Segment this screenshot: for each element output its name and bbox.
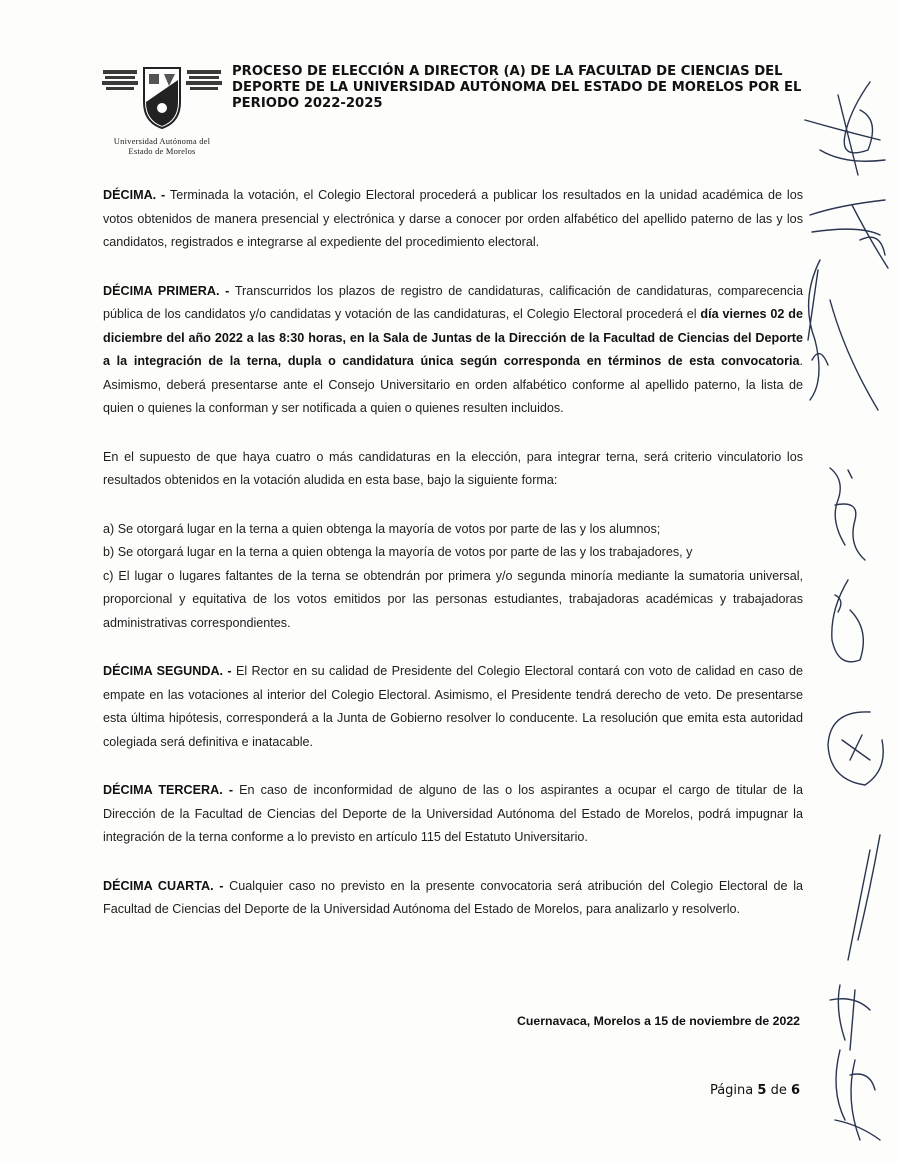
- page-label: Página: [709, 1083, 754, 1098]
- clause-decima-segunda: [103, 660, 803, 754]
- clause-heading: DÉCIMA. -: [103, 188, 166, 202]
- list-item-a: a) Se otorgará lugar en la terna a quien obtenga la mayoría de votos por parte de las y los alumnos;: [103, 521, 661, 536]
- page-number: [650, 1083, 800, 1098]
- university-name: [92, 136, 232, 156]
- list-item-c: c) El lugar o lugares faltantes de la terna se obtendrán por primera y/o segunda minoría mediante la sumatoria universal, proporcional y equitativa de los votos emitidos por las personas estudiantes, trabajadoras académicas y trabajadoras administrativas correspondientes.: [103, 568, 803, 630]
- signature-4: [830, 468, 865, 560]
- page-of: de: [770, 1083, 787, 1098]
- signature-5: [832, 580, 864, 662]
- clause-decima-primera: [103, 280, 803, 421]
- document-title: PROCESO DE ELECCIÓN A DIRECTOR (A) DE LA FACULTAD DE CIENCIAS DEL DEPORTE DE LA UNIVERSIDAD AUTÓNOMA DEL ESTADO DE MORELOS POR EL PERIODO 2022-2025: [232, 64, 802, 111]
- clause-text-continued: . Asimismo, deberá presentarse ante el Consejo Universitario en orden alfabético conforme al apellido paterno, la lista de quien o quienes la conforman y ser notificada a quien o quienes resulten incluidos.: [103, 354, 803, 415]
- signature-1: [805, 82, 885, 175]
- university-seal-logo: [97, 62, 227, 132]
- university-name-line2: Estado de Morelos: [128, 146, 196, 156]
- signature-3: [808, 260, 878, 410]
- clause-bold-text: día viernes 02 de diciembre del año 2022 a las 8:30 horas, en la Sala de Juntas de la Dirección de la Facultad de Ciencias del Deporte a la integración de la terna, dupla o candidatura única según corresponda en términos de esta convocatoria: [103, 307, 803, 368]
- signature-7: [848, 835, 880, 960]
- clause-text: Terminada la votación, el Colegio Electoral procederá a publicar los resultados en la unidad académica de los votos obtenidos de manera presencial y electrónica y darse a conocer por orden alfabético del apellido paterno de las y los candidatos, registrados e integrarse al expediente del procedimiento electoral.: [103, 188, 803, 249]
- clause-decima-cuarta: [103, 875, 803, 922]
- signature-6: [828, 712, 883, 785]
- list-item-b: b) Se otorgará lugar en la terna a quien obtenga la mayoría de votos por parte de las y los trabajadores, y: [103, 545, 693, 559]
- signature-9: [835, 1050, 880, 1140]
- clause-decima: [103, 184, 803, 255]
- university-logo-block: [92, 62, 232, 156]
- clause-heading: DÉCIMA CUARTA. -: [103, 878, 224, 893]
- signature-8: [830, 985, 870, 1050]
- document-body: [103, 184, 803, 922]
- clause-heading: DÉCIMA TERCERA. -: [103, 783, 234, 797]
- signature-2: [810, 200, 888, 268]
- clause-text: Cualquier caso no previsto en la presente convocatoria será atribución del Colegio Electoral de la Facultad de Ciencias del Deporte de la Universidad Autónoma del Estado de Morelos, para analizarlo y resolverlo.: [103, 878, 803, 916]
- clause-text: El Rector en su calidad de Presidente del Colegio Electoral contará con voto de calidad en caso de empate en las votaciones al interior del Colegio Electoral. Asimismo, el Presidente tendrá derecho de veto. De presentarse esta última hipótesis, corresponderá a la Junta de Gobierno resolver lo conducente. La resolución que emita esta autoridad colegiada será definitiva e inatacable.: [103, 664, 803, 749]
- clause-text: Transcurridos los plazos de registro de candidaturas, calificación de candidaturas, comparecencia pública de los candidatos y/o candidatas y votación de las candidaturas, el Colegio Electoral procederá el: [103, 283, 803, 321]
- clause-heading: DÉCIMA PRIMERA. -: [103, 283, 230, 298]
- clause-decima-tercera: [103, 779, 803, 850]
- paragraph-supuesto: En el supuesto de que haya cuatro o más candidaturas en la elección, para integrar terna, será criterio vinculatorio los resultados obtenidos en la votación aludida en esta base, bajo la siguiente forma:: [103, 449, 803, 487]
- place-and-date: Cuernavaca, Morelos a 15 de noviembre de 2022: [517, 1014, 800, 1028]
- page-current: 5: [757, 1083, 767, 1098]
- university-name-line1: Universidad Autónoma del: [113, 136, 211, 146]
- clause-heading: DÉCIMA SEGUNDA. -: [103, 664, 232, 678]
- page-total: 6: [790, 1083, 800, 1098]
- clause-text: En caso de inconformidad de alguno de las o los aspirantes a ocupar el cargo de titular de la Dirección de la Facultad de Ciencias del Deporte de la Universidad Autónoma del Estado de Morelos, podrá impugnar la integración de la terna conforme a lo previsto en artículo 115 del Estatuto Universitario.: [103, 783, 803, 844]
